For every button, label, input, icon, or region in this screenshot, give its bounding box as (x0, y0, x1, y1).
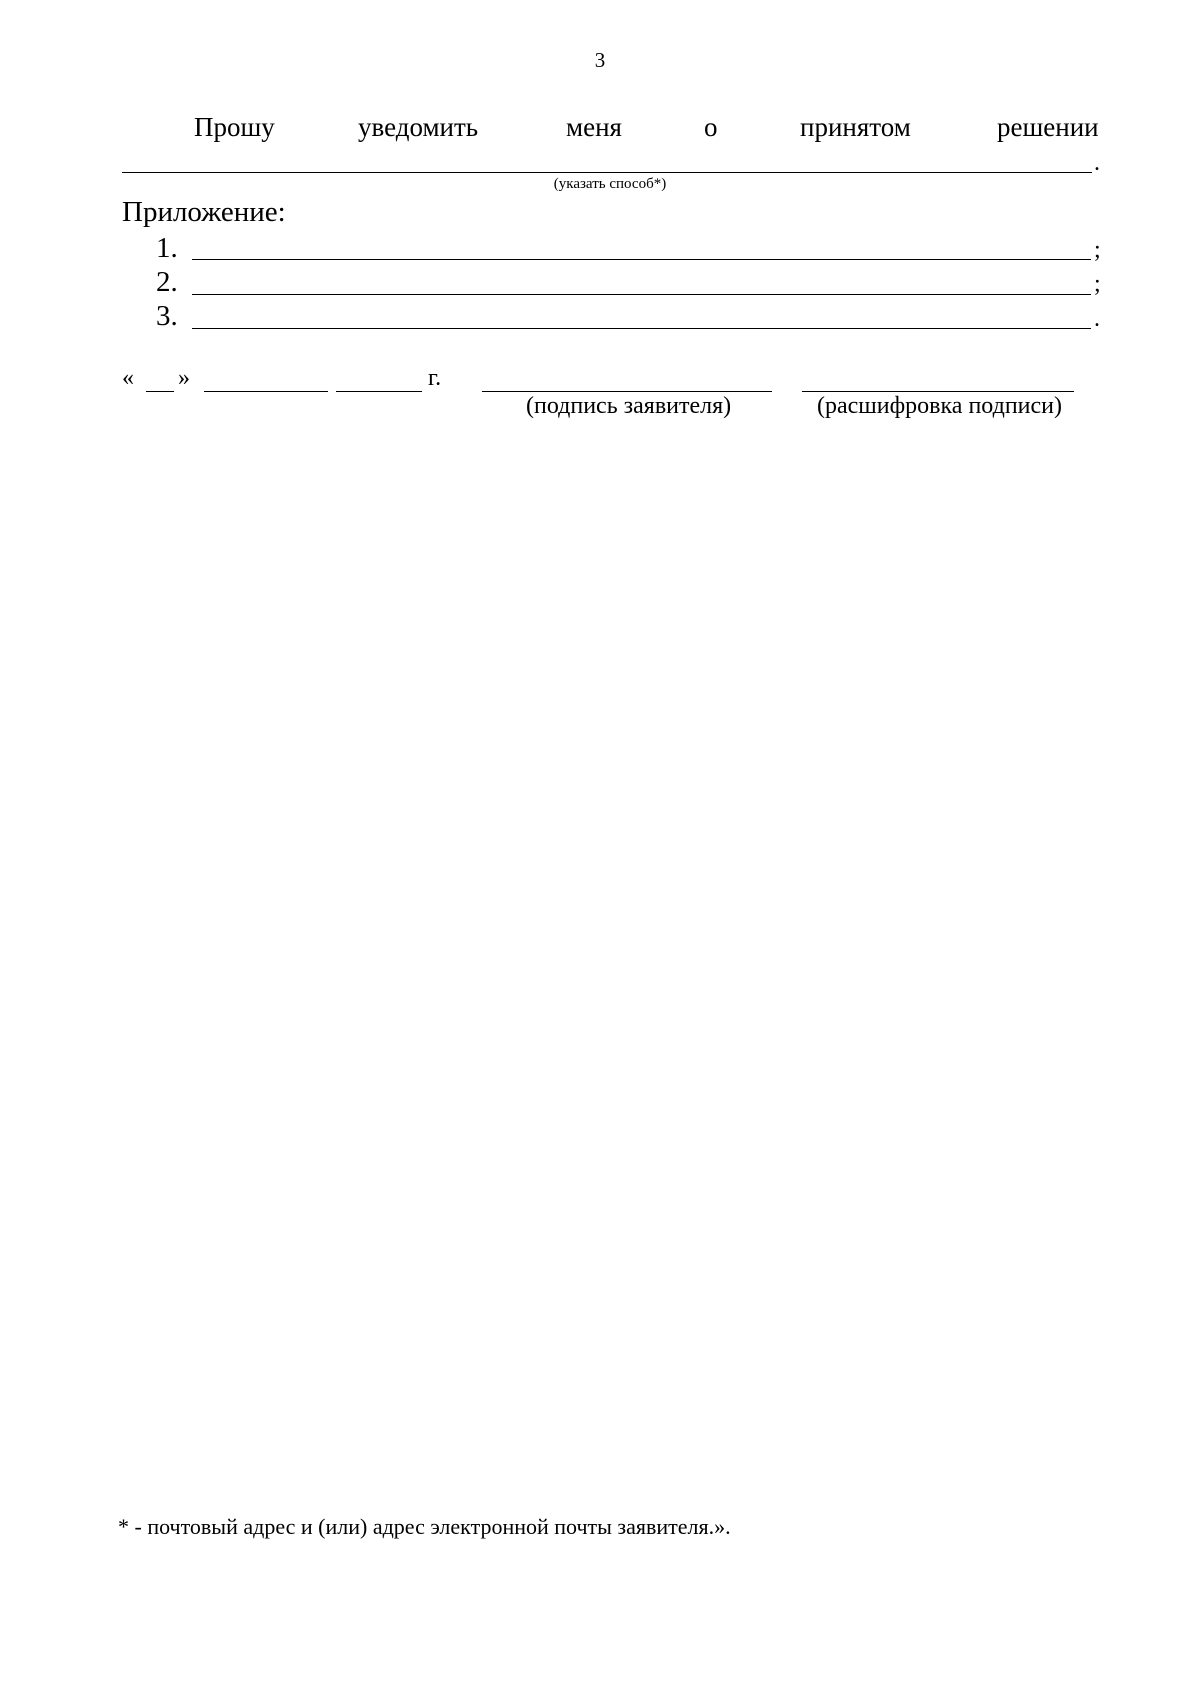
date-quote-open: « (122, 365, 134, 391)
attachments-title: Приложение: (122, 196, 286, 228)
date-year-mark: г. (428, 365, 442, 391)
date-quote-close: » (178, 365, 190, 391)
request-word-2: уведомить (358, 112, 479, 142)
request-word-5: принятом (800, 112, 911, 142)
attachment-number: 2. (156, 266, 178, 298)
signature-field[interactable] (482, 391, 772, 392)
request-word-1: Прошу (194, 112, 275, 142)
page-number: 3 (594, 48, 606, 72)
attachment-end-mark: . (1094, 306, 1100, 332)
signature-decoding-field[interactable] (802, 391, 1074, 392)
request-word-3: меня (566, 112, 622, 142)
date-month-field[interactable] (204, 391, 328, 392)
footnote: * - почтовый адрес и (или) адрес электронной почты заявителя.». (118, 1514, 731, 1539)
notification-method-hint: (указать способ*) (553, 176, 667, 192)
attachment-end-mark: ; (1094, 237, 1101, 263)
request-word-4: о (704, 112, 718, 142)
signature-decoding-caption: (расшифровка подписи) (817, 393, 1062, 419)
attachment-number: 1. (156, 232, 178, 264)
attachment-field-2[interactable] (192, 294, 1091, 295)
signature-caption: (подпись заявителя) (526, 393, 732, 419)
attachment-field-3[interactable] (192, 328, 1091, 329)
attachment-end-mark: ; (1094, 271, 1101, 297)
request-word-6: решении (997, 112, 1099, 142)
attachment-number: 3. (156, 300, 178, 332)
notification-end-mark: . (1094, 150, 1100, 176)
attachment-field-1[interactable] (192, 259, 1091, 260)
notification-method-field[interactable] (122, 172, 1092, 173)
date-year-field[interactable] (336, 391, 422, 392)
date-day-field[interactable] (146, 391, 174, 392)
